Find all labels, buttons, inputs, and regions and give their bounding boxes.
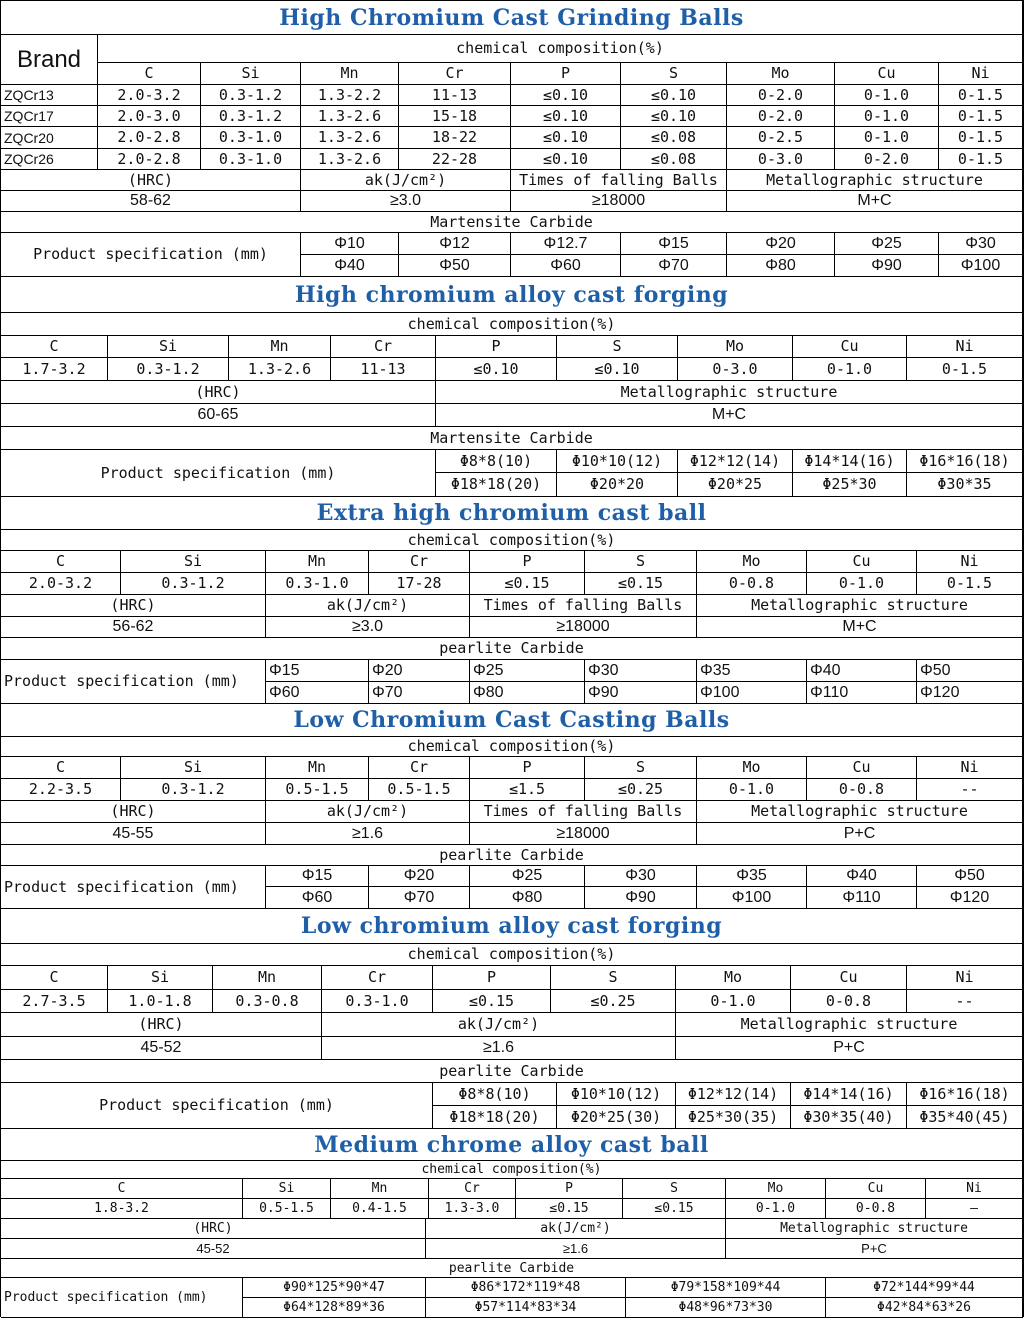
spec-size: Φ80 (470, 682, 585, 704)
property-header: (HRC) (1, 1219, 426, 1239)
chem-header: chemical composition(%) (1, 530, 1023, 551)
composition-value: 2.2-3.5 (1, 779, 121, 801)
composition-value: 1.3-2.6 (301, 149, 399, 170)
spec-size: Φ80 (470, 887, 585, 909)
element-header: C (98, 63, 201, 85)
chem-header: chemical composition(%) (1, 737, 1023, 757)
spec-size: Φ25*30(35) (676, 1106, 791, 1129)
section-title: Low Chromium Cast Casting Balls (1, 704, 1023, 737)
element-header: S (557, 336, 678, 358)
composition-value: 0.3-1.0 (201, 149, 301, 170)
element-header: P (433, 966, 551, 990)
element-header: Cu (826, 1179, 926, 1199)
composition-value: 1.3-2.6 (229, 358, 331, 381)
composition-value: 2.0-3.0 (98, 106, 201, 127)
composition-value: ≤0.15 (585, 573, 697, 595)
property-value: 58-62 (1, 191, 301, 212)
section-title: Extra high chromium cast ball (1, 497, 1023, 530)
element-header: Mn (301, 63, 399, 85)
composition-value: 0.3-1.2 (121, 779, 266, 801)
spec-size: Φ110 (807, 887, 917, 909)
composition-value: ≤0.10 (511, 149, 621, 170)
composition-value: 0-1.0 (697, 779, 807, 801)
composition-value: 0.3-0.8 (213, 990, 322, 1013)
section-title: Low chromium alloy cast forging (1, 909, 1023, 944)
spec-size: Φ79*158*109*44 (626, 1278, 826, 1298)
composition-value: ≤0.10 (511, 85, 621, 106)
element-header: S (551, 966, 676, 990)
composition-value: 0.3-1.0 (266, 573, 369, 595)
composition-value: 2.0-2.8 (98, 127, 201, 149)
element-header: Cr (429, 1179, 516, 1199)
spec-size: Φ20*25(30) (557, 1106, 676, 1129)
composition-value: ≤0.15 (516, 1199, 623, 1219)
composition-value: ≤0.10 (436, 358, 557, 381)
composition-value: 0-2.0 (727, 85, 835, 106)
composition-value: 0-1.0 (726, 1199, 826, 1219)
spec-size: Φ90 (835, 255, 939, 277)
element-header: Mn (266, 757, 369, 779)
property-header: Metallographic structure (436, 381, 1023, 404)
element-header: Mo (676, 966, 791, 990)
composition-value: 0-1.5 (907, 358, 1023, 381)
element-header: Ni (917, 757, 1023, 779)
spec-size: Φ30 (585, 866, 697, 887)
spec-size: Φ30*35(40) (791, 1106, 907, 1129)
element-header: P (516, 1179, 623, 1199)
composition-value: 0-0.8 (791, 990, 907, 1013)
spec-size: Φ8*8(10) (433, 1083, 557, 1106)
property-header: Metallographic structure (676, 1013, 1023, 1037)
composition-value: 0-1.5 (939, 149, 1023, 170)
chem-header: chemical composition(%) (1, 944, 1023, 966)
element-header: Mn (331, 1179, 429, 1199)
spec-size: Φ18*18(20) (436, 473, 557, 497)
microstructure: Martensite Carbide (1, 427, 1023, 450)
spec-size: Φ110 (807, 682, 917, 704)
element-header: Ni (917, 551, 1023, 573)
spec-size: Φ15 (266, 660, 369, 682)
spec-size: Φ12 (399, 233, 511, 255)
property-value: P+C (676, 1037, 1023, 1060)
spec-size: Φ100 (697, 682, 807, 704)
element-header: S (585, 551, 697, 573)
composition-value: 0.3-1.2 (108, 358, 229, 381)
spec-label: Product specification (mm) (1, 233, 301, 277)
microstructure: pearlite Carbide (1, 1259, 1023, 1278)
composition-value: 0.5-1.5 (266, 779, 369, 801)
spec-size: Φ50 (399, 255, 511, 277)
spec-size: Φ30 (939, 233, 1023, 255)
property-header: (HRC) (1, 801, 266, 823)
composition-value: 2.7-3.5 (1, 990, 108, 1013)
spec-size: Φ48*96*73*30 (626, 1298, 826, 1318)
element-header: Mo (697, 551, 807, 573)
property-header: (HRC) (1, 595, 266, 617)
spec-size: Φ86*172*119*48 (426, 1278, 626, 1298)
composition-value: — (926, 1199, 1023, 1219)
composition-value: 0-1.0 (676, 990, 791, 1013)
property-value: P+C (726, 1239, 1023, 1259)
element-header: Mo (727, 63, 835, 85)
composition-value: 0-0.8 (807, 779, 917, 801)
property-header: Metallographic structure (697, 801, 1023, 823)
composition-value: 0-1.5 (917, 573, 1023, 595)
spec-size: Φ100 (939, 255, 1023, 277)
microstructure: Martensite Carbide (1, 212, 1023, 233)
element-header: C (1, 757, 121, 779)
spec-size: Φ80 (727, 255, 835, 277)
element-header: Cr (399, 63, 511, 85)
spec-size: Φ10*10(12) (557, 1083, 676, 1106)
property-value: M+C (697, 617, 1023, 638)
spec-size: Φ25 (470, 866, 585, 887)
element-header: S (621, 63, 727, 85)
spec-size: Φ50 (917, 866, 1023, 887)
property-value: ≥1.6 (266, 823, 470, 845)
spec-size: Φ35 (697, 660, 807, 682)
composition-value: ≤0.15 (433, 990, 551, 1013)
property-value: 45-52 (1, 1239, 426, 1259)
spec-size: Φ40 (301, 255, 399, 277)
property-header: Metallographic structure (726, 1219, 1023, 1239)
composition-value: 18-22 (399, 127, 511, 149)
spec-size: Φ20 (727, 233, 835, 255)
composition-value: ≤0.15 (623, 1199, 726, 1219)
spec-label: Product specification (mm) (1, 1278, 243, 1318)
composition-value: 0.5-1.5 (243, 1199, 331, 1219)
spec-size: Φ20 (369, 660, 470, 682)
element-header: Cr (322, 966, 433, 990)
composition-value: 0-1.5 (939, 106, 1023, 127)
spec-size: Φ40 (807, 660, 917, 682)
element-header: Ni (907, 966, 1023, 990)
brand-name: ZQCr26 (1, 149, 98, 170)
composition-value: 1.3-2.6 (301, 127, 399, 149)
spec-size: Φ25*30 (793, 473, 907, 497)
property-value: 56-62 (1, 617, 266, 638)
composition-value: 0.3-1.0 (322, 990, 433, 1013)
element-header: Mn (213, 966, 322, 990)
element-header: Mo (726, 1179, 826, 1199)
composition-value: 0-3.0 (727, 149, 835, 170)
spec-size: Φ60 (266, 682, 369, 704)
element-header: Cu (793, 336, 907, 358)
element-header: Ni (926, 1179, 1023, 1199)
spec-size: Φ14*14(16) (791, 1083, 907, 1106)
spec-size: Φ57*114*83*34 (426, 1298, 626, 1318)
element-header: Si (108, 336, 229, 358)
microstructure: pearlite Carbide (1, 1060, 1023, 1083)
element-header: Cr (369, 757, 470, 779)
composition-value: 0-1.5 (939, 127, 1023, 149)
section-title: High Chromium Cast Grinding Balls (1, 1, 1023, 35)
spec-size: Φ18*18(20) (433, 1106, 557, 1129)
spec-label: Product specification (mm) (1, 866, 266, 909)
composition-value: 0.3-1.2 (201, 106, 301, 127)
spec-size: Φ120 (917, 887, 1023, 909)
property-value: ≥3.0 (301, 191, 511, 212)
composition-value: 1.3-2.2 (301, 85, 399, 106)
spec-size: Φ16*16(18) (907, 1083, 1023, 1106)
composition-value: 0-1.0 (793, 358, 907, 381)
composition-value: 0-0.8 (697, 573, 807, 595)
microstructure: pearlite Carbide (1, 638, 1023, 660)
spec-size: Φ25 (470, 660, 585, 682)
chem-header: chemical composition(%) (1, 1161, 1023, 1179)
brand-name: ZQCr20 (1, 127, 98, 149)
spec-size: Φ72*144*99*44 (826, 1278, 1023, 1298)
composition-value: 11-13 (399, 85, 511, 106)
composition-value: ≤0.25 (551, 990, 676, 1013)
spec-size: Φ20 (369, 866, 470, 887)
composition-value: 22-28 (399, 149, 511, 170)
composition-value: 1.0-1.8 (108, 990, 213, 1013)
spec-size: Φ120 (917, 682, 1023, 704)
property-header: (HRC) (1, 1013, 322, 1037)
composition-value: ≤0.10 (511, 127, 621, 149)
composition-value: 0-1.0 (835, 106, 939, 127)
element-header: Mn (266, 551, 369, 573)
element-header: S (585, 757, 697, 779)
element-header: C (1, 1179, 243, 1199)
composition-value: 0.5-1.5 (369, 779, 470, 801)
spec-size: Φ90 (585, 887, 697, 909)
spec-size: Φ60 (266, 887, 369, 909)
property-value: M+C (436, 404, 1023, 427)
spec-size: Φ30*35 (907, 473, 1023, 497)
spec-size: Φ20*25 (678, 473, 793, 497)
composition-value: 1.3-3.0 (429, 1199, 516, 1219)
element-header: Mo (697, 757, 807, 779)
composition-value: ≤0.10 (557, 358, 678, 381)
property-header: ak(J/cm²) (322, 1013, 676, 1037)
spec-size: Φ14*14(16) (793, 450, 907, 473)
element-header: P (436, 336, 557, 358)
composition-value: 11-13 (331, 358, 436, 381)
property-value: 60-65 (1, 404, 436, 427)
microstructure: pearlite Carbide (1, 845, 1023, 866)
property-header: Times of falling Balls (470, 595, 697, 617)
spec-size: Φ42*84*63*26 (826, 1298, 1023, 1318)
spec-label: Product specification (mm) (1, 450, 436, 497)
brand-name: ZQCr17 (1, 106, 98, 127)
spec-size: Φ15 (621, 233, 727, 255)
spec-size: Φ35 (697, 866, 807, 887)
spec-size: Φ12.7 (511, 233, 621, 255)
element-header: Cu (835, 63, 939, 85)
element-header: C (1, 551, 121, 573)
composition-value: ≤0.25 (585, 779, 697, 801)
element-header: Cu (791, 966, 907, 990)
composition-value: 15-18 (399, 106, 511, 127)
property-header: ak(J/cm²) (426, 1219, 726, 1239)
element-header: Si (243, 1179, 331, 1199)
composition-value: 0.3-1.2 (121, 573, 266, 595)
element-header: P (511, 63, 621, 85)
element-header: Cu (807, 757, 917, 779)
brand-header: Brand (1, 35, 98, 85)
composition-value: 0.3-1.2 (201, 85, 301, 106)
element-header: Si (108, 966, 213, 990)
spec-size: Φ12*12(14) (678, 450, 793, 473)
composition-value: ≤0.10 (511, 106, 621, 127)
spec-label: Product specification (mm) (1, 660, 266, 704)
element-header: P (470, 551, 585, 573)
composition-value: 2.0-3.2 (1, 573, 121, 595)
composition-value: 0-1.0 (835, 127, 939, 149)
property-header: Times of falling Balls (511, 170, 727, 191)
composition-value: 0-1.0 (807, 573, 917, 595)
spec-size: Φ16*16(18) (907, 450, 1023, 473)
composition-value: 1.7-3.2 (1, 358, 108, 381)
element-header: Ni (939, 63, 1023, 85)
composition-value: ≤0.10 (621, 106, 727, 127)
property-header: ak(J/cm²) (266, 595, 470, 617)
element-header: Mn (229, 336, 331, 358)
composition-value: -- (907, 990, 1023, 1013)
property-header: ak(J/cm²) (266, 801, 470, 823)
property-header: Metallographic structure (727, 170, 1023, 191)
section-title: Medium chrome alloy cast ball (1, 1129, 1023, 1161)
spec-size: Φ20*20 (557, 473, 678, 497)
composition-value: 0-0.8 (826, 1199, 926, 1219)
composition-value: 2.0-3.2 (98, 85, 201, 106)
element-header: Si (121, 551, 266, 573)
spec-size: Φ70 (369, 887, 470, 909)
composition-value: 2.0-2.8 (98, 149, 201, 170)
element-header: S (623, 1179, 726, 1199)
spec-size: Φ15 (266, 866, 369, 887)
spec-size: Φ8*8(10) (436, 450, 557, 473)
property-value: M+C (727, 191, 1023, 212)
composition-value: ≤0.10 (621, 85, 727, 106)
spec-size: Φ60 (511, 255, 621, 277)
composition-value: 0-1.5 (939, 85, 1023, 106)
property-header: Metallographic structure (697, 595, 1023, 617)
composition-value: 0-3.0 (678, 358, 793, 381)
composition-value: 0-2.0 (835, 149, 939, 170)
property-value: ≥1.6 (322, 1037, 676, 1060)
composition-value: 0.3-1.0 (201, 127, 301, 149)
property-value: ≥3.0 (266, 617, 470, 638)
element-header: Si (201, 63, 301, 85)
composition-value: 17-28 (369, 573, 470, 595)
composition-value: 1.8-3.2 (1, 1199, 243, 1219)
property-header: (HRC) (1, 170, 301, 191)
property-value: ≥1.6 (426, 1239, 726, 1259)
composition-value: ≤1.5 (470, 779, 585, 801)
composition-value: 0-2.5 (727, 127, 835, 149)
spec-size: Φ10*10(12) (557, 450, 678, 473)
element-header: Ni (907, 336, 1023, 358)
chem-header: chemical composition(%) (1, 313, 1023, 336)
spec-size: Φ10 (301, 233, 399, 255)
element-header: Cr (331, 336, 436, 358)
composition-value: ≤0.15 (470, 573, 585, 595)
spec-size: Φ30 (585, 660, 697, 682)
composition-value: 0-1.0 (835, 85, 939, 106)
spec-size: Φ35*40(45) (907, 1106, 1023, 1129)
element-header: P (470, 757, 585, 779)
chem-header: chemical composition(%) (98, 35, 1023, 63)
spec-size: Φ25 (835, 233, 939, 255)
property-value: 45-52 (1, 1037, 322, 1060)
property-value: 45-55 (1, 823, 266, 845)
element-header: C (1, 336, 108, 358)
property-header: (HRC) (1, 381, 436, 404)
spec-size: Φ90*125*90*47 (243, 1278, 426, 1298)
property-header: Times of falling Balls (470, 801, 697, 823)
spec-label: Product specification (mm) (1, 1083, 433, 1129)
composition-value: 0.4-1.5 (331, 1199, 429, 1219)
property-header: ak(J/cm²) (301, 170, 511, 191)
element-header: Cu (807, 551, 917, 573)
element-header: Si (121, 757, 266, 779)
element-header: Mo (678, 336, 793, 358)
spec-size: Φ40 (807, 866, 917, 887)
composition-value: ≤0.08 (621, 127, 727, 149)
spec-size: Φ12*12(14) (676, 1083, 791, 1106)
composition-value: ≤0.08 (621, 149, 727, 170)
property-value: ≥18000 (470, 617, 697, 638)
spec-size: Φ70 (621, 255, 727, 277)
composition-value: 1.3-2.6 (301, 106, 399, 127)
property-value: P+C (697, 823, 1023, 845)
composition-value: 0-2.0 (727, 106, 835, 127)
brand-name: ZQCr13 (1, 85, 98, 106)
spec-size: Φ70 (369, 682, 470, 704)
property-value: ≥18000 (511, 191, 727, 212)
spec-size: Φ64*128*89*36 (243, 1298, 426, 1318)
element-header: Cr (369, 551, 470, 573)
section-title: High chromium alloy cast forging (1, 277, 1023, 313)
spec-size: Φ50 (917, 660, 1023, 682)
property-value: ≥18000 (470, 823, 697, 845)
composition-value: -- (917, 779, 1023, 801)
spec-size: Φ100 (697, 887, 807, 909)
element-header: C (1, 966, 108, 990)
spec-size: Φ90 (585, 682, 697, 704)
